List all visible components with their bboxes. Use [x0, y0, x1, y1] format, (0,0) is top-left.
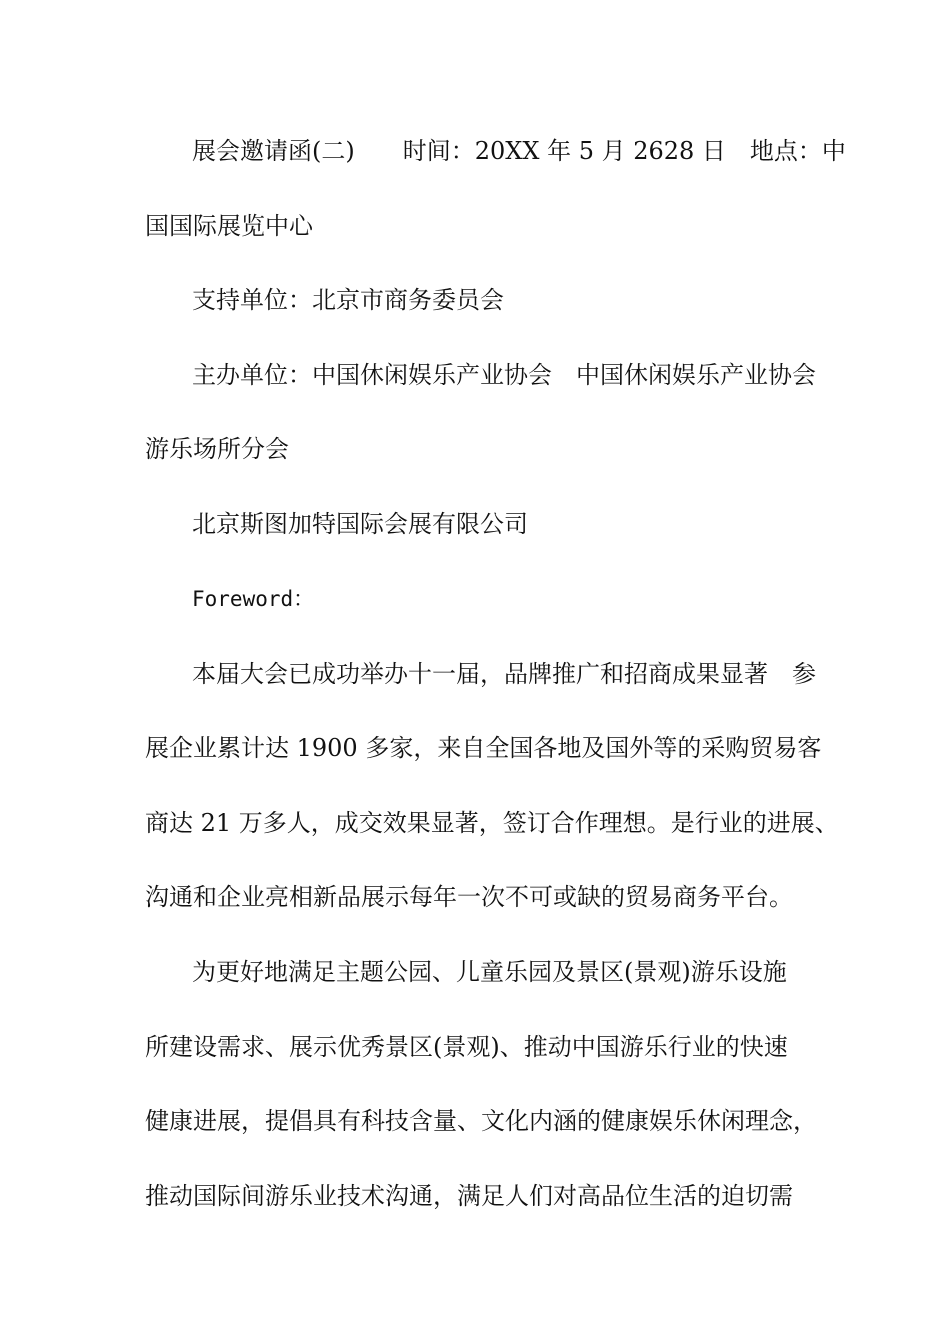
text-line-title: 展会邀请函(二) 时间：20XX 年 5 月 2628 日 地点：中 — [192, 137, 846, 165]
paragraph-line: 本届大会已成功举办十一届，品牌推广和招商成果显著 参 — [192, 660, 816, 688]
text-line-support-unit: 支持单位：北京市商务委员会 — [192, 286, 504, 314]
paragraph-line: 沟通和企业亮相新品展示每年一次不可或缺的贸易商务平台。 — [145, 883, 793, 911]
paragraph-line: 所建设需求、展示优秀景区(景观)、推动中国游乐行业的快速 — [145, 1033, 788, 1061]
text-line-foreword: Foreword： — [192, 587, 315, 611]
paragraph-line: 展企业累计达 1900 多家，来自全国各地及国外等的采购贸易客 — [145, 734, 822, 762]
text-line-organizer: 主办单位：中国休闲娱乐产业协会 中国休闲娱乐产业协会 — [192, 361, 816, 389]
text-line: 游乐场所分会 — [145, 435, 289, 463]
paragraph-line: 推动国际间游乐业技术沟通，满足人们对高品位生活的迫切需 — [145, 1182, 793, 1210]
paragraph-line: 健康进展，提倡具有科技含量、文化内涵的健康娱乐休闲理念， — [145, 1107, 817, 1135]
text-line: 国国际展览中心 — [145, 212, 313, 240]
paragraph-line: 为更好地满足主题公园、儿童乐园及景区(景观)游乐设施 — [192, 958, 787, 986]
paragraph-line: 商达 21 万多人，成交效果显著，签订合作理想。是行业的进展、 — [145, 809, 839, 837]
text-line-company: 北京斯图加特国际会展有限公司 — [192, 510, 528, 538]
